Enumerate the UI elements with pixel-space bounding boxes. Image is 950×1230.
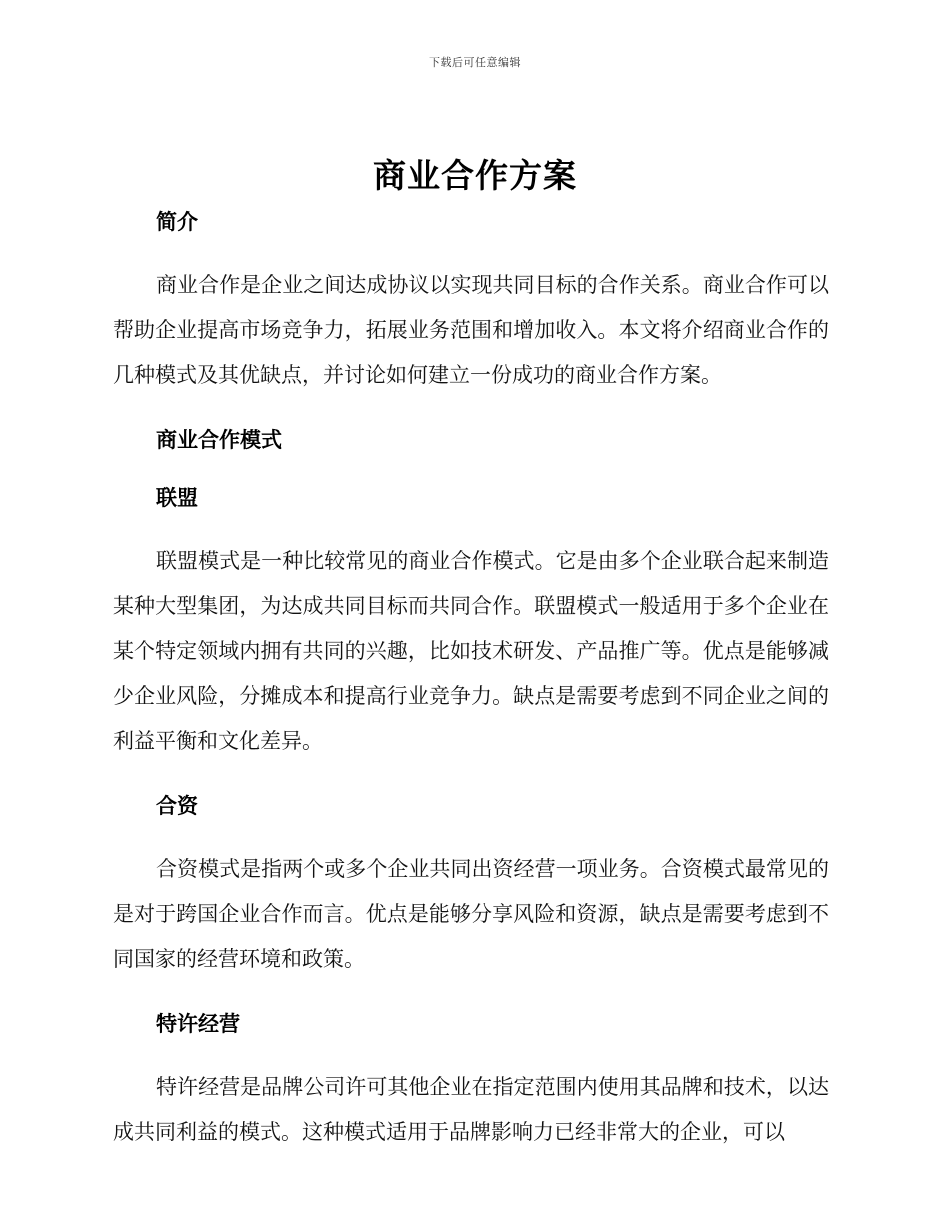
document-title: 商业合作方案 [373,156,577,195]
modes-heading: 商业合作模式 [156,428,282,452]
joint-venture-paragraph: 合资模式是指两个或多个企业共同出资经营一项业务。合资模式最常见的是对于跨国企业合作而言。优点是能够分享风险和资源，缺点是需要考虑到不同国家的经营环境和政策。 [113,857,829,971]
alliance-heading: 联盟 [156,486,198,510]
document-body [113,205,829,1155]
franchise-heading: 特许经营 [156,1012,240,1036]
header-note: 下载后可任意编辑 [429,56,521,69]
alliance-paragraph: 联盟模式是一种比较常见的商业合作模式。它是由多个企业联合起来制造某种大型集团，为达成共同目标而共同合作。联盟模式一般适用于多个企业在某个特定领域内拥有共同的兴趣，比如技术研发、产品推广等。优点是能够减少企业风险，分摊成本和提高行业竞争力。缺点是需要考虑到不同企业之间的利益平衡和文化差异。 [113,549,829,753]
intro-heading: 简介 [156,210,198,234]
joint-venture-heading: 合资 [156,794,198,818]
franchise-paragraph: 特许经营是品牌公司许可其他企业在指定范围内使用其品牌和技术，以达成共同利益的模式。这种模式适用于品牌影响力已经非常大的企业，可以 [113,1075,829,1144]
intro-paragraph: 商业合作是企业之间达成协议以实现共同目标的合作关系。商业合作可以帮助企业提高市场竞争力，拓展业务范围和增加收入。本文将介绍商业合作的几种模式及其优缺点，并讨论如何建立一份成功的商业合作方案。 [113,273,829,387]
